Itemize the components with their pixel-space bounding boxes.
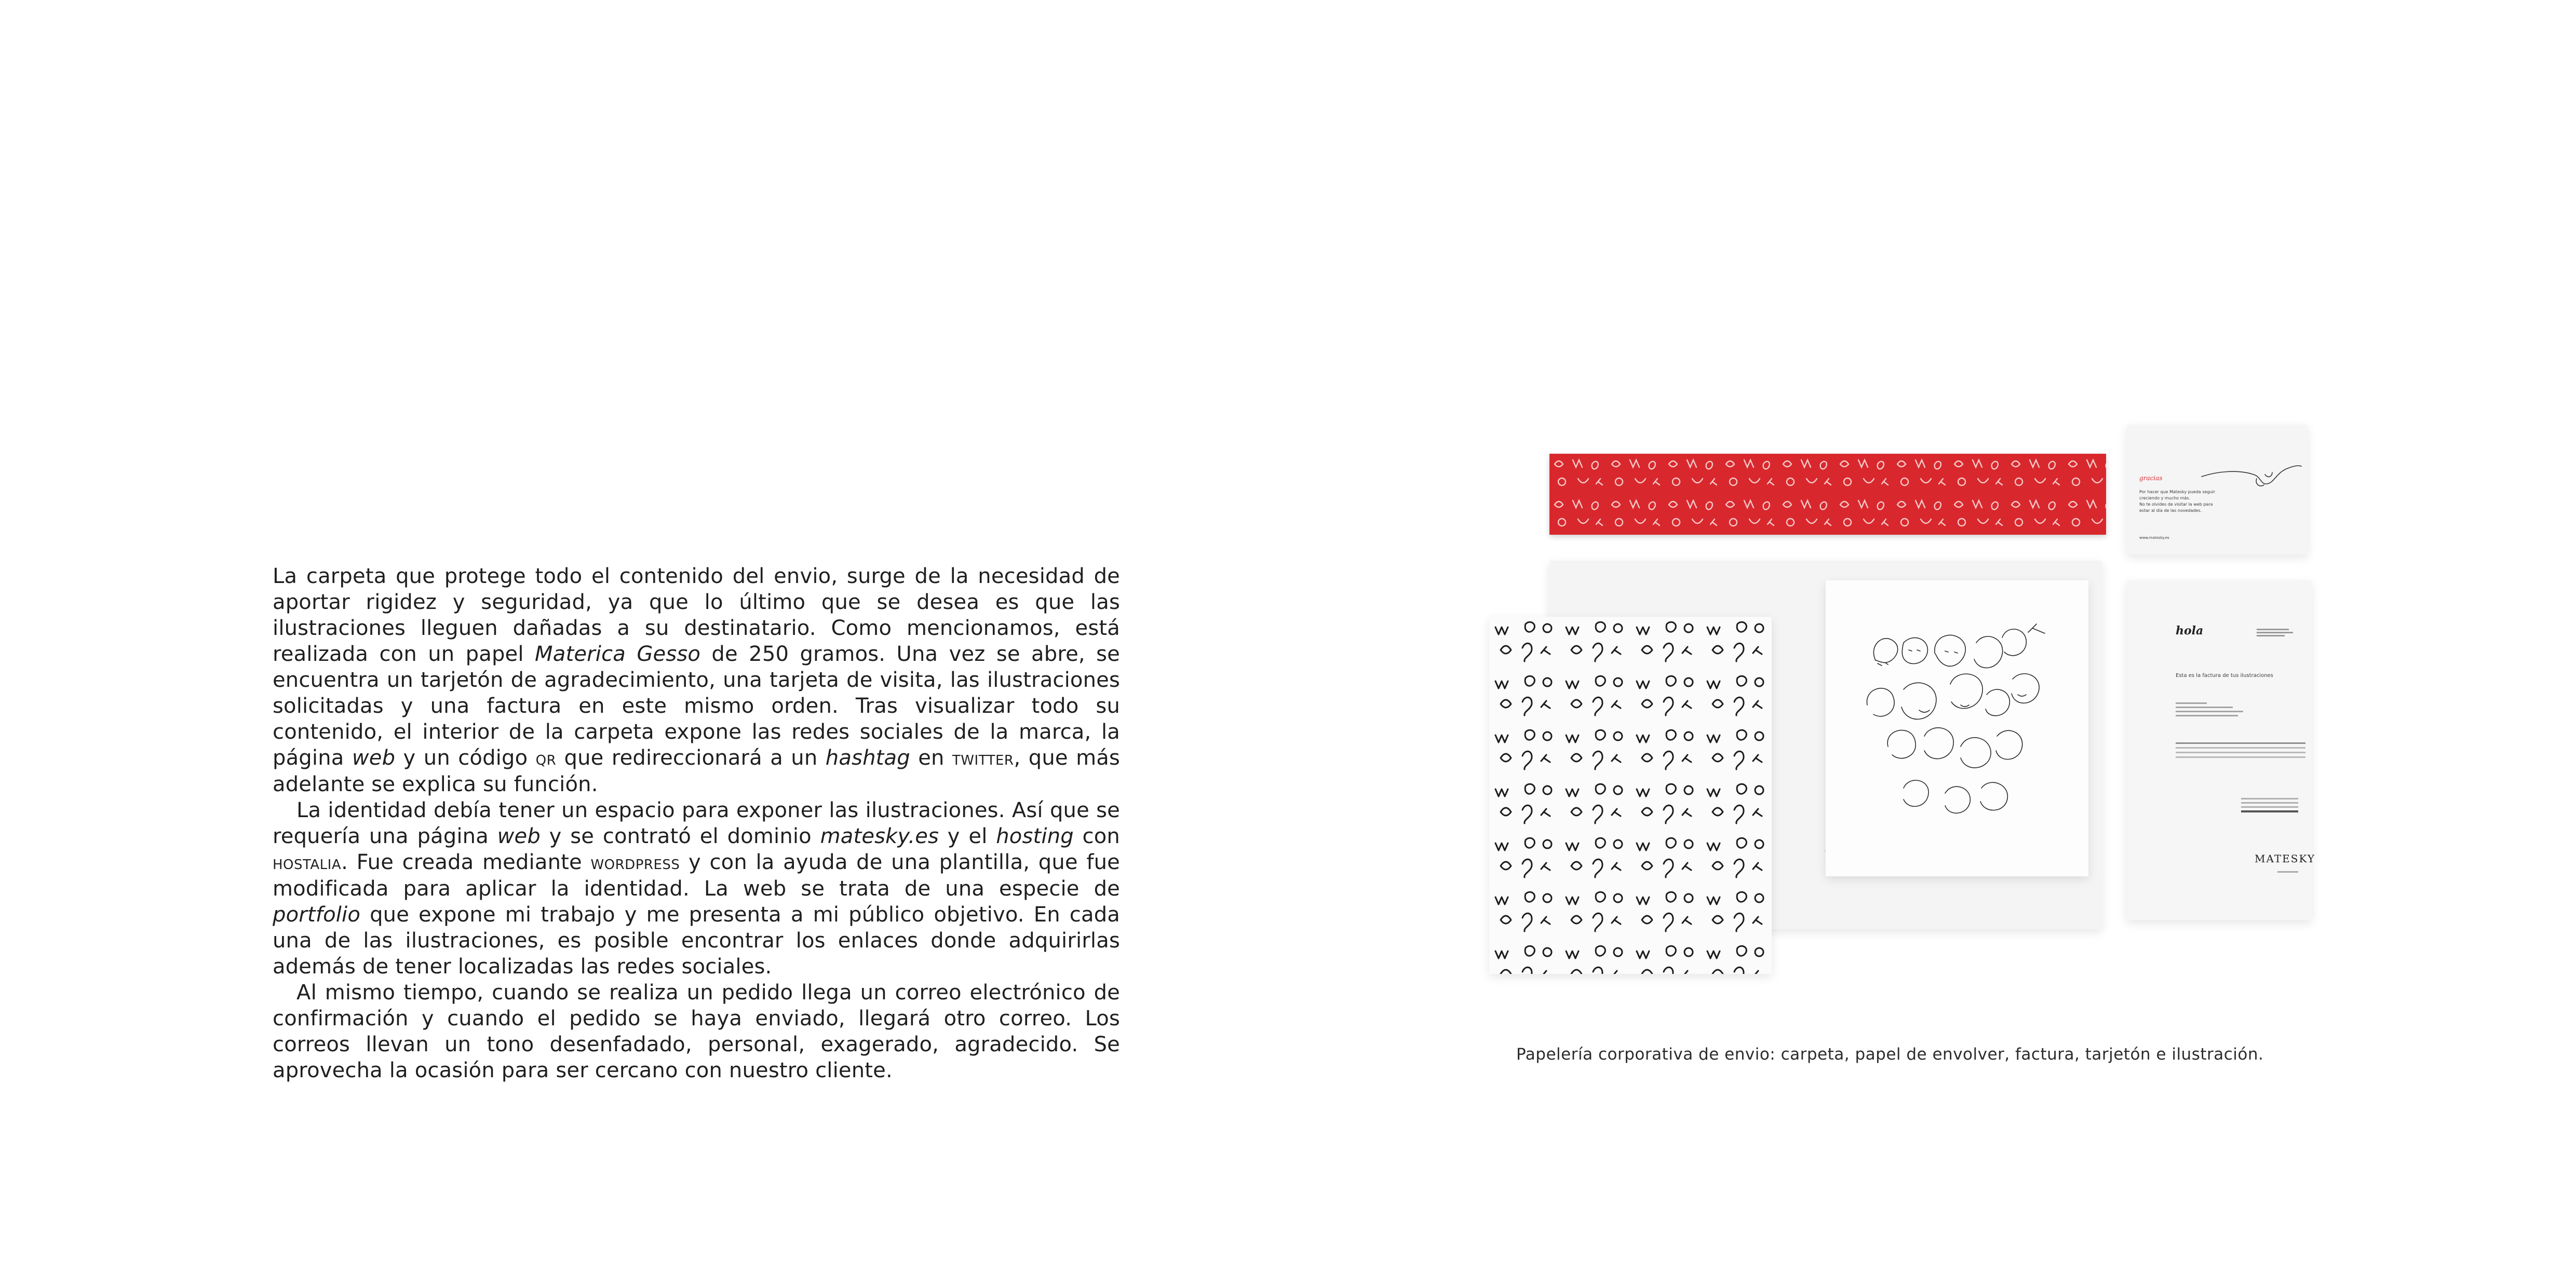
text-run-smallcaps: hostalia <box>273 851 342 874</box>
pattern-sheet <box>1489 617 1772 974</box>
text-run-italic: web <box>497 824 541 848</box>
text-run: La identidad debía tener un espacio para exponer las ilustraciones. Así que se requería una página <box>273 798 1120 848</box>
stationery-photo <box>1475 415 2389 997</box>
text-run: con <box>1073 824 1120 848</box>
invoice-table <box>2176 739 2305 761</box>
invoice-greeting: hola <box>2176 624 2204 638</box>
wrapping-paper-strip <box>1549 454 2106 535</box>
invoice-address-block <box>2257 627 2293 638</box>
thanks-word: gracias <box>2139 474 2163 482</box>
text-run-italic: matesky.es <box>820 824 939 848</box>
invoice-footer-line <box>2277 871 2298 873</box>
text-run: y con la ayuda de una plantilla, que fue modificada para aplicar la identidad. La web se trata de una especie de <box>273 850 1120 901</box>
text-run-italic: web <box>352 746 396 770</box>
text-run: , que más adelante se explica su función. <box>273 746 1120 796</box>
faces-illustration <box>1826 580 2088 876</box>
text-run: de 250 gramos. Una vez se abre, se encuentra un tarjetón de agradecimiento, una tarjeta de visita, las ilustraciones solicitadas y una factura en este mismo orden. Tras visualizar todo su contenido, el interior de la carpeta expone las redes sociales de la marca, la página <box>273 642 1120 770</box>
invoice-totals <box>2241 795 2298 815</box>
thanks-card-url: www.matesky.es <box>2139 536 2169 540</box>
illustration-sheet <box>1826 580 2088 876</box>
text-run: y un código <box>395 746 536 770</box>
thanks-line: No te olvides de visitar la web para <box>2139 502 2213 507</box>
thanks-line: creciendo y mucho más. <box>2139 496 2191 500</box>
text-run: en <box>910 746 952 770</box>
text-run-smallcaps: twitter <box>952 747 1014 769</box>
thanks-line: Por hacer que Matesky pueda seguir <box>2139 490 2216 494</box>
text-run: y se contrató el dominio <box>540 824 820 848</box>
text-run: La carpeta que protege todo el contenido del envio, surge de la necesidad de aportar rigidez y seguridad, ya que lo último que se desea es que las ilustraciones lleguen dañadas a su destinatario. Como mencionamos, está realizada con un papel <box>273 564 1120 666</box>
text-run-smallcaps: wordpress <box>590 851 680 874</box>
body-text <box>273 563 1120 1083</box>
thanks-line: estar al día de las novedades. <box>2139 508 2202 513</box>
photo-caption: Papelería corporativa de envio: carpeta, papel de envolver, factura, tarjetón e ilustración. <box>1516 1045 2264 1064</box>
thank-you-card <box>2127 425 2308 554</box>
paragraph-1 <box>273 563 1120 797</box>
invoice-intro: Esta es la factura de tus ilustraciones <box>2176 673 2273 679</box>
text-run-italic: Materica Gesso <box>535 642 701 666</box>
text-run-italic: portfolio <box>273 903 361 927</box>
invoice-brand-logo: MATESKY <box>2255 852 2316 865</box>
bw-doodle-pattern <box>1489 617 1772 974</box>
text-run-italic: hosting <box>996 824 1074 848</box>
hand-drawing <box>2200 456 2303 503</box>
text-run: que redireccionará a un <box>556 746 826 770</box>
paragraph-3: Al mismo tiempo, cuando se realiza un pedido llega un correo electrónico de confirmación y cuando el pedido se haya enviado, llegará otro correo. Los correos llevan un tono desenfadado, personal, exagerado, agradecido. Se aprovecha la ocasión para ser cercano con nuestro cliente. <box>273 981 1120 1082</box>
red-doodle-pattern <box>1549 454 2106 535</box>
text-run: que expone mi trabajo y me presenta a mi público objetivo. En cada una de las ilustraciones, es posible encontrar los enlaces donde adquirirlas además de tener localizadas las redes sociales. <box>273 903 1120 979</box>
paragraph-2 <box>273 797 1120 980</box>
text-run-italic: hashtag <box>825 746 910 770</box>
invoice <box>2127 580 2316 920</box>
text-run: . Fue creada mediante <box>341 850 591 874</box>
invoice-client-block <box>2176 700 2290 719</box>
text-run-smallcaps: qr <box>535 747 557 769</box>
text-run: y el <box>939 824 996 848</box>
